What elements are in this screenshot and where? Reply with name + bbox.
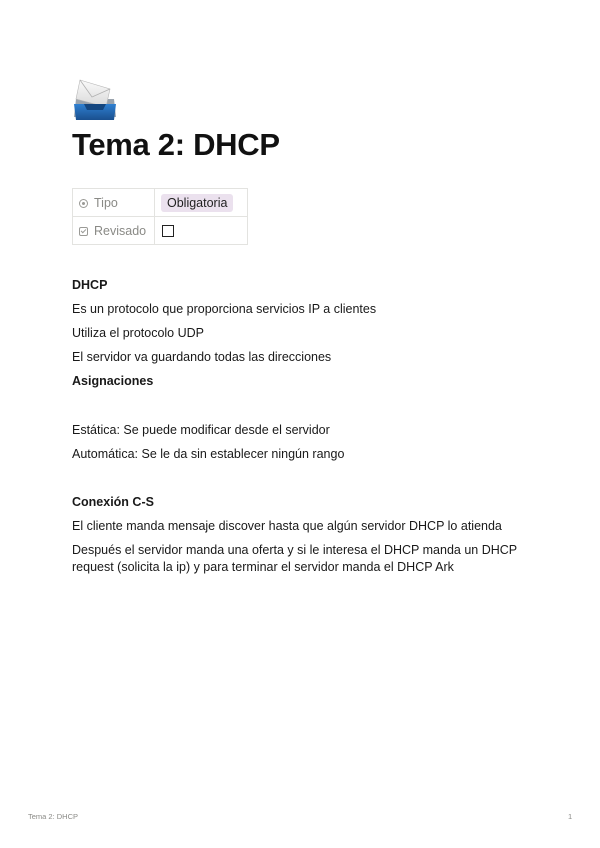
heading-asignaciones: Asignaciones (72, 374, 154, 388)
paragraph: El servidor va guardando todas las direcciones (72, 350, 332, 364)
checkbox-icon (79, 227, 88, 236)
heading-conexion: Conexión C-S (72, 495, 154, 509)
footer-title: Tema 2: DHCP (28, 812, 79, 821)
revisado-checkbox[interactable] (162, 225, 174, 237)
page-number: 1 (568, 812, 573, 821)
paragraph: El cliente manda mensaje discover hasta que algún servidor DHCP lo atienda (72, 519, 502, 533)
paragraph: Estática: Se puede modificar desde el servidor (72, 423, 330, 437)
property-value[interactable] (155, 217, 248, 245)
property-key: Tipo (73, 189, 155, 217)
properties-table (72, 188, 248, 245)
envelope-inbox-icon (72, 77, 118, 123)
paragraph: Utiliza el protocolo UDP (72, 326, 204, 340)
page-title: Tema 2: DHCP (72, 127, 280, 162)
heading-dhcp: DHCP (72, 278, 108, 292)
paragraph: Es un protocolo que proporciona servicios IP a clientes (72, 302, 377, 316)
paragraph: Después el servidor manda una oferta y si le interesa el DHCP manda un DHCP request (solicita la ip) y para terminar el servidor manda el DHCP Ark (72, 543, 517, 575)
radio-icon (79, 199, 88, 208)
property-row-revisado (73, 217, 248, 245)
paragraph: Automática: Se le da sin establecer ningún rango (72, 447, 345, 461)
property-value[interactable] (155, 189, 248, 217)
tipo-tag[interactable]: Obligatoria (161, 194, 233, 212)
property-key: Revisado (73, 217, 155, 245)
property-row-tipo (73, 189, 248, 217)
